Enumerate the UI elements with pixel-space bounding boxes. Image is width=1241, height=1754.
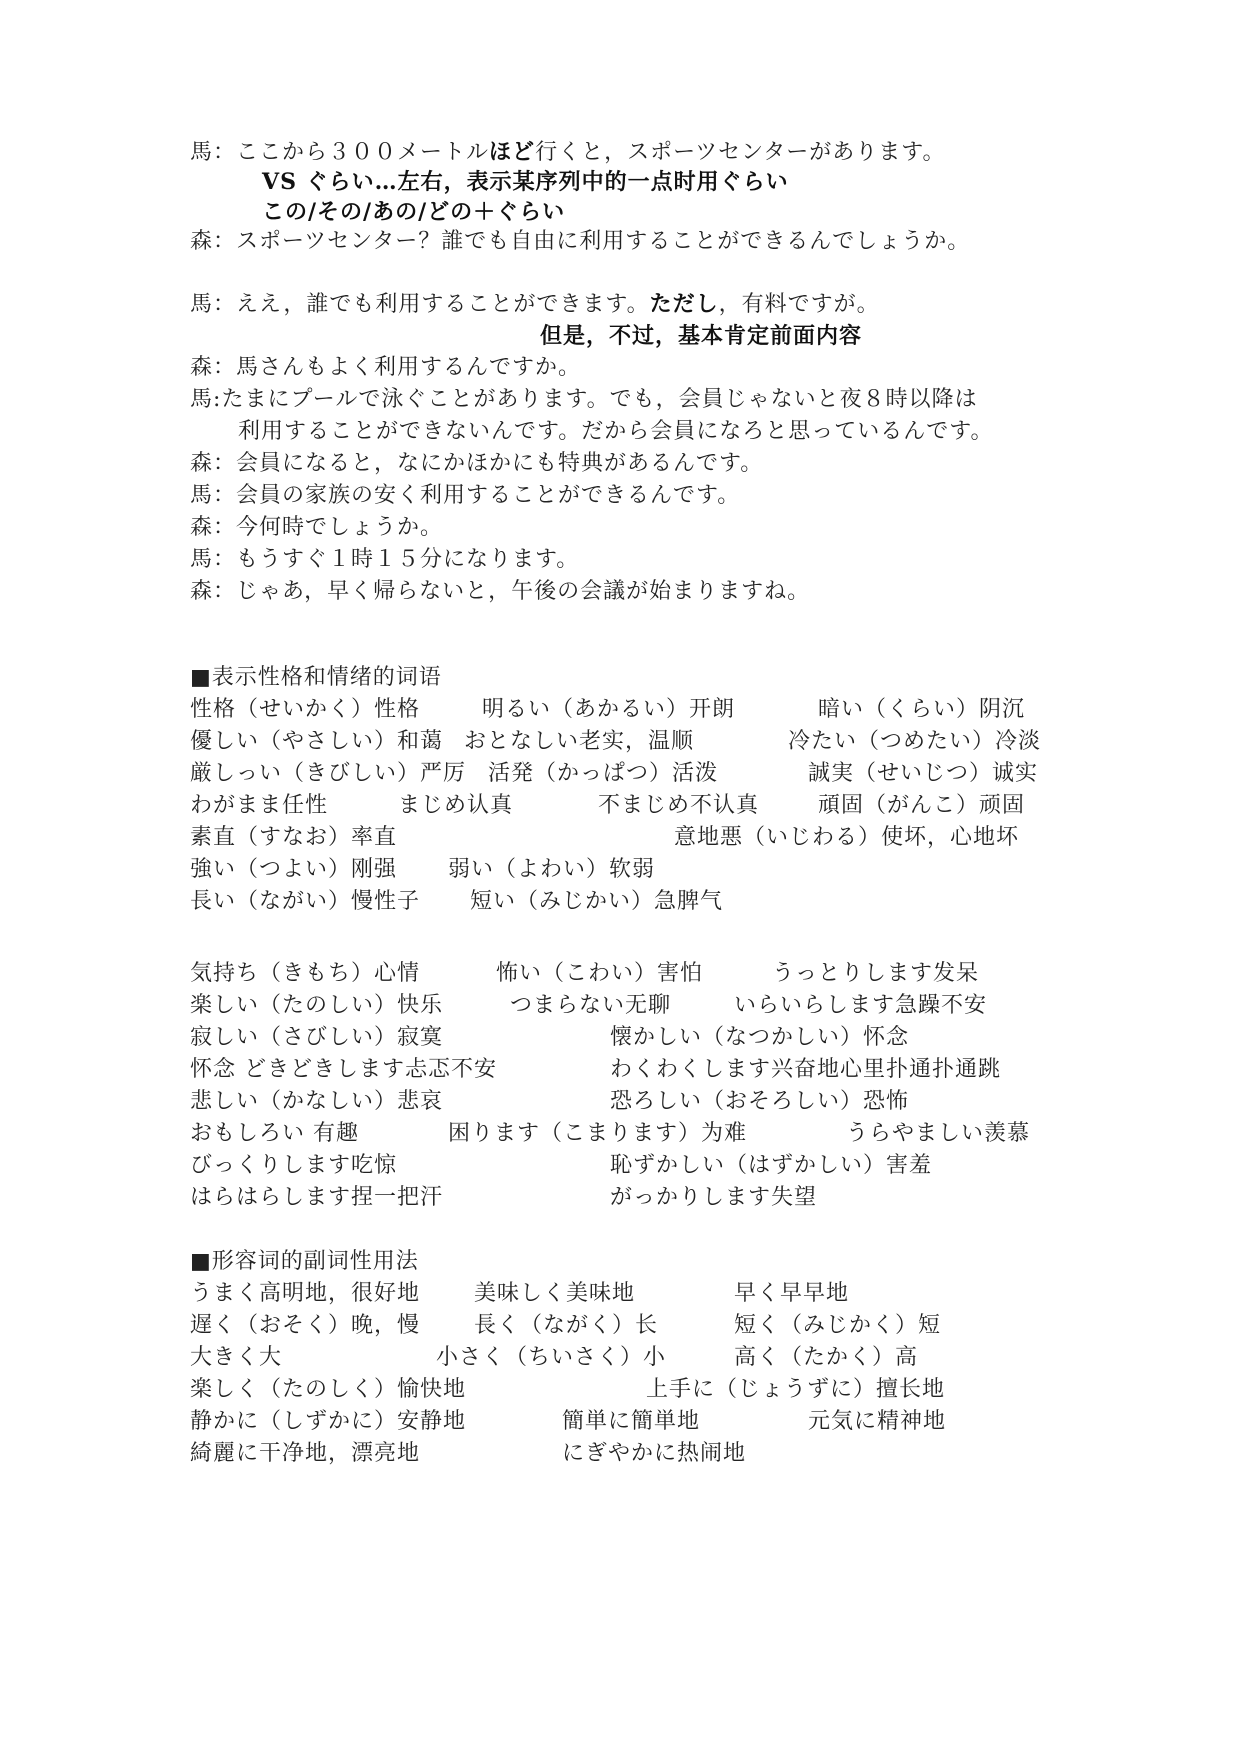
speaker: 馬 bbox=[190, 483, 214, 508]
vocab-item: わくわくします兴奋地心里扑通扑通跳 bbox=[610, 1057, 1002, 1082]
dialogue-line-5-cont: 利用することができないんです。だから会員になろと思っているんです。 bbox=[238, 419, 994, 444]
separator: ： bbox=[213, 229, 237, 254]
vocab-item: うらやましい羡慕 bbox=[846, 1121, 1031, 1146]
separator: ： bbox=[213, 292, 237, 317]
vocab-item: 気持ち（きもち）心情 bbox=[190, 961, 421, 986]
section-title: ■形容词的副词性用法 bbox=[190, 1249, 419, 1274]
vocab-item: 短く（みじかく）短 bbox=[734, 1313, 942, 1338]
vocab-item: 暗い（くらい）阴沉 bbox=[818, 697, 1026, 722]
vocab-item: わがまま任性 bbox=[190, 793, 329, 818]
dialogue-line-10 bbox=[190, 576, 810, 608]
vocab-item: 怀念 どきどきします忐忑不安 bbox=[190, 1057, 497, 1082]
vocab-item: 厳しっい（きびしい）严厉 bbox=[190, 761, 467, 786]
vocab-item: 困ります（こまります）为难 bbox=[448, 1121, 748, 1146]
speaker: 馬 bbox=[190, 387, 214, 412]
bold-word: ただし bbox=[649, 291, 719, 317]
vocab-item: 性格（せいかく）性格 bbox=[190, 697, 421, 722]
speaker: 森 bbox=[190, 451, 214, 476]
line-text: ，有料ですが。 bbox=[718, 292, 880, 317]
dialogue-line-5 bbox=[190, 384, 978, 416]
vocab-item: おとなしい老实，温顺 bbox=[464, 729, 695, 754]
dialogue-line-3 bbox=[190, 288, 880, 321]
separator: ： bbox=[213, 140, 237, 165]
separator: ： bbox=[213, 451, 237, 476]
grammar-note: VS ぐらい…左右，表示某序列中的一点时用ぐらい bbox=[262, 169, 789, 195]
speaker: 馬 bbox=[190, 140, 214, 165]
vocab-item: 優しい（やさしい）和蔼 bbox=[190, 729, 444, 754]
vocab-item: 不まじめ不认真 bbox=[598, 793, 760, 818]
line-text: ここから３００メートル bbox=[236, 140, 490, 165]
grammar-note: この/その/あの/どの＋ぐらい bbox=[262, 199, 566, 225]
dialogue-line-6 bbox=[190, 448, 763, 480]
separator: ： bbox=[213, 547, 237, 572]
line-text: もうすぐ１時１５分になります。 bbox=[236, 547, 580, 572]
line-text: スポーツセンター？誰でも自由に利用することができるんでしょうか。 bbox=[236, 229, 971, 254]
speaker: 馬 bbox=[190, 292, 214, 317]
dialogue-line-4 bbox=[190, 352, 581, 384]
line-text: じゃあ，早く帰らないと，午後の会議が始まりますね。 bbox=[236, 579, 811, 604]
vocab-item: 寂しい（さびしい）寂寞 bbox=[190, 1025, 444, 1050]
line-text: ええ，誰でも利用することができます。 bbox=[236, 292, 650, 317]
vocab-item: 簡単に簡単地 bbox=[562, 1409, 701, 1434]
bold-word: ほど bbox=[489, 139, 536, 165]
vocab-item: 誠実（せいじつ）诚实 bbox=[808, 761, 1039, 786]
separator: ： bbox=[213, 579, 237, 604]
section-title: ■表示性格和情绪的词语 bbox=[190, 665, 442, 690]
separator: ： bbox=[213, 483, 237, 508]
vocab-item: 素直（すなお）率直 bbox=[190, 825, 398, 850]
grammar-note: 但是，不过，基本肯定前面内容 bbox=[540, 323, 863, 349]
separator: ： bbox=[213, 355, 237, 380]
vocab-item: はらはらします捏一把汗 bbox=[190, 1185, 444, 1210]
line-text: 会員になると，なにかほかにも特典があるんです。 bbox=[236, 451, 764, 476]
speaker: 森 bbox=[190, 229, 214, 254]
vocab-item: 元気に精神地 bbox=[808, 1409, 947, 1434]
vocab-item: 大きく大 bbox=[190, 1345, 283, 1370]
speaker: 森 bbox=[190, 355, 214, 380]
line-text: 会員の家族の安く利用することができるんです。 bbox=[236, 483, 741, 508]
vocab-item: 長い（ながい）慢性子 bbox=[190, 889, 421, 914]
vocab-item: うっとりします发呆 bbox=[772, 961, 980, 986]
vocab-item: 恐ろしい（おそろしい）恐怖 bbox=[610, 1089, 910, 1114]
vocab-item: おもしろい 有趣 bbox=[190, 1121, 359, 1146]
line-text: たまにプールで泳ぐことがあります。でも，会員じゃないと夜８時以降は bbox=[221, 387, 978, 412]
vocab-item: びっくりします吃惊 bbox=[190, 1153, 398, 1178]
line-text: 馬さんもよく利用するんですか。 bbox=[236, 355, 582, 380]
speaker: 馬 bbox=[190, 547, 214, 572]
speaker: 森 bbox=[190, 579, 214, 604]
vocab-item: にぎやかに热闹地 bbox=[562, 1441, 747, 1466]
vocab-item: 意地悪（いじわる）使坏，心地坏 bbox=[674, 825, 1020, 850]
line-text: 今何時でしょうか。 bbox=[236, 515, 444, 540]
vocab-item: 頑固（がんこ）顽固 bbox=[818, 793, 1026, 818]
vocab-item: 懐かしい（なつかしい）怀念 bbox=[610, 1025, 910, 1050]
dialogue-line-2 bbox=[190, 226, 970, 258]
vocab-item: いらいらします急躁不安 bbox=[734, 993, 988, 1018]
vocab-item: 怖い（こわい）害怕 bbox=[496, 961, 704, 986]
vocab-item: 長く（ながく）长 bbox=[474, 1313, 659, 1338]
separator: : bbox=[213, 387, 222, 412]
dialogue-line-7 bbox=[190, 480, 740, 512]
vocab-item: 活発（かっぱつ）活泼 bbox=[488, 761, 719, 786]
vocab-item: がっかりします失望 bbox=[610, 1185, 818, 1210]
dialogue-line-9 bbox=[190, 544, 579, 576]
vocab-item: 短い（みじかい）急脾气 bbox=[470, 889, 724, 914]
vocab-item: 恥ずかしい（はずかしい）害羞 bbox=[610, 1153, 933, 1178]
separator: ： bbox=[213, 515, 237, 540]
vocab-item: 強い（つよい）刚强 bbox=[190, 857, 398, 882]
speaker: 森 bbox=[190, 515, 214, 540]
vocab-item: 遅く（おそく）晚，慢 bbox=[190, 1313, 421, 1338]
vocab-item: 高く（たかく）高 bbox=[734, 1345, 919, 1370]
vocab-item: 綺麗に干净地，漂亮地 bbox=[190, 1441, 421, 1466]
vocab-item: 弱い（よわい）软弱 bbox=[448, 857, 656, 882]
vocab-item: 静かに（しずかに）安静地 bbox=[190, 1409, 467, 1434]
vocab-item: つまらない无聊 bbox=[510, 993, 672, 1018]
vocab-item: 楽しい（たのしい）快乐 bbox=[190, 993, 444, 1018]
vocab-item: 悲しい（かなしい）悲哀 bbox=[190, 1089, 444, 1114]
line-text: 行くと，スポーツセンターがあります。 bbox=[535, 140, 946, 165]
dialogue-line-8 bbox=[190, 512, 443, 544]
vocab-item: まじめ认真 bbox=[398, 793, 514, 818]
vocab-item: 冷たい（つめたい）冷淡 bbox=[788, 729, 1042, 754]
vocab-item: 小さく（ちいさく）小 bbox=[436, 1345, 667, 1370]
vocab-item: 早く早早地 bbox=[734, 1281, 850, 1306]
vocab-item: うまく高明地，很好地 bbox=[190, 1281, 421, 1306]
dialogue-line-1 bbox=[190, 136, 946, 169]
vocab-item: 明るい（あかるい）开朗 bbox=[482, 697, 736, 722]
vocab-item: 上手に（じょうずに）擅长地 bbox=[646, 1377, 946, 1402]
vocab-item: 楽しく（たのしく）愉快地 bbox=[190, 1377, 467, 1402]
vocab-item: 美味しく美味地 bbox=[474, 1281, 636, 1306]
